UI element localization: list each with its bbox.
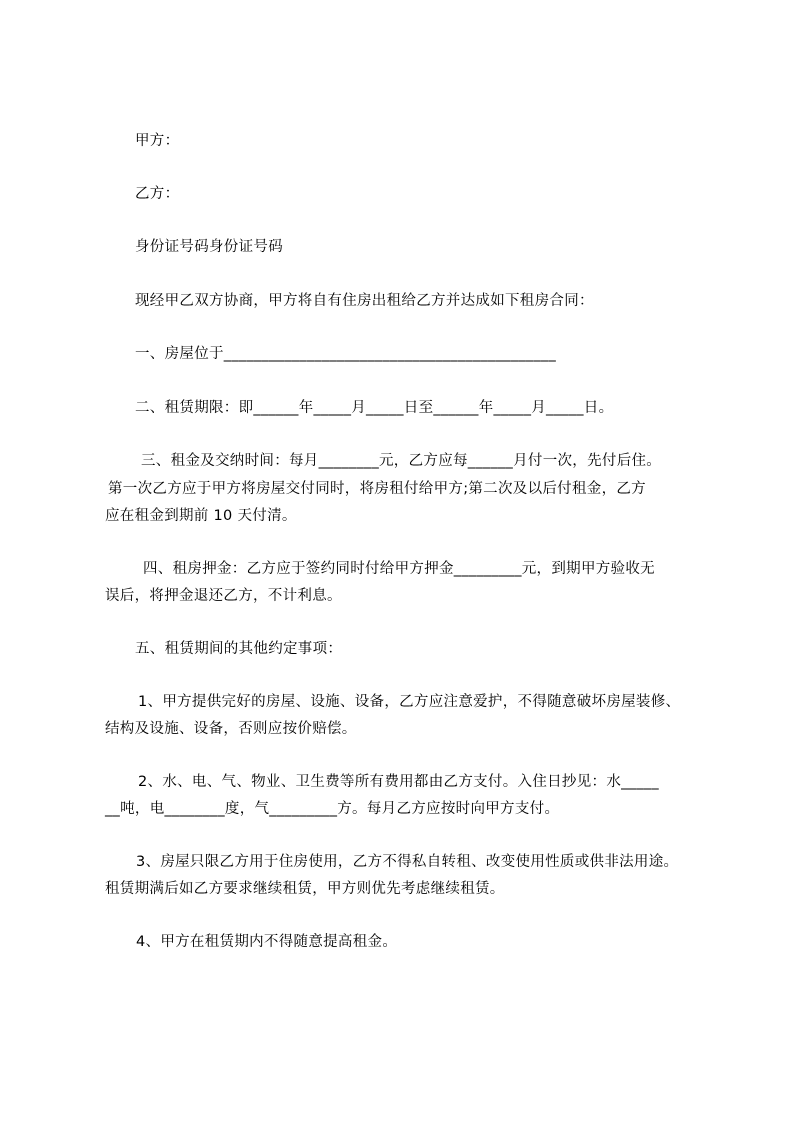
clause-3-rent-line-2: 第一次乙方应于甲方将房屋交付同时，将房租付给甲方;第二次及以后付租金，乙方: [108, 481, 646, 497]
clause-3-rent-line-3: 应在租金到期前 10 天付清。: [105, 508, 297, 524]
item-2-line-2: __吨，电________度，气_________方。每月乙方应按时向甲方支付。: [105, 801, 560, 817]
clause-1-location: 一、房屋位于____________________________________________: [135, 346, 556, 362]
party-a-label: 甲方：: [135, 133, 180, 149]
item-4: 4、甲方在租赁期内不得随意提高租金。: [136, 934, 398, 950]
intro-paragraph: 现经甲乙双方协商，甲方将自有住房出租给乙方并达成如下租房合同：: [135, 293, 594, 309]
item-3-line-1: 3、房屋只限乙方用于住房使用，乙方不得私自转租、改变使用性质或供非法用途。: [136, 854, 679, 870]
item-2-line-1: 2、水、电、气、物业、卫生费等所有费用都由乙方支付。入住日抄见：水_____: [138, 774, 659, 790]
clause-2-term: 二、租赁期限：即______年_____月_____日至______年_____月_____日。: [135, 400, 614, 416]
id-number-label: 身份证号码身份证号码: [135, 239, 283, 255]
clause-4-deposit-line-1: 四、租房押金：乙方应于签约同时付给甲方押金_________元，到期甲方验收无: [143, 561, 655, 577]
item-1-line-2: 结构及设施、设备，否则应按价赔偿。: [105, 721, 357, 737]
party-b-label: 乙方：: [135, 186, 180, 202]
item-3-line-2: 租赁期满后如乙方要求继续租赁，甲方则优先考虑继续租赁。: [105, 881, 505, 897]
clause-5-heading: 五、租赁期间的其他约定事项：: [135, 641, 343, 657]
clause-4-deposit-line-2: 误后，将押金退还乙方，不计利息。: [105, 588, 342, 604]
item-1-line-1: 1、甲方提供完好的房屋、设施、设备，乙方应注意爱护，不得随意破坏房屋装修、: [138, 694, 681, 710]
clause-3-rent-line-1: 三、租金及交纳时间：每月________元，乙方应每______月付一次，先付后住。: [141, 453, 662, 469]
